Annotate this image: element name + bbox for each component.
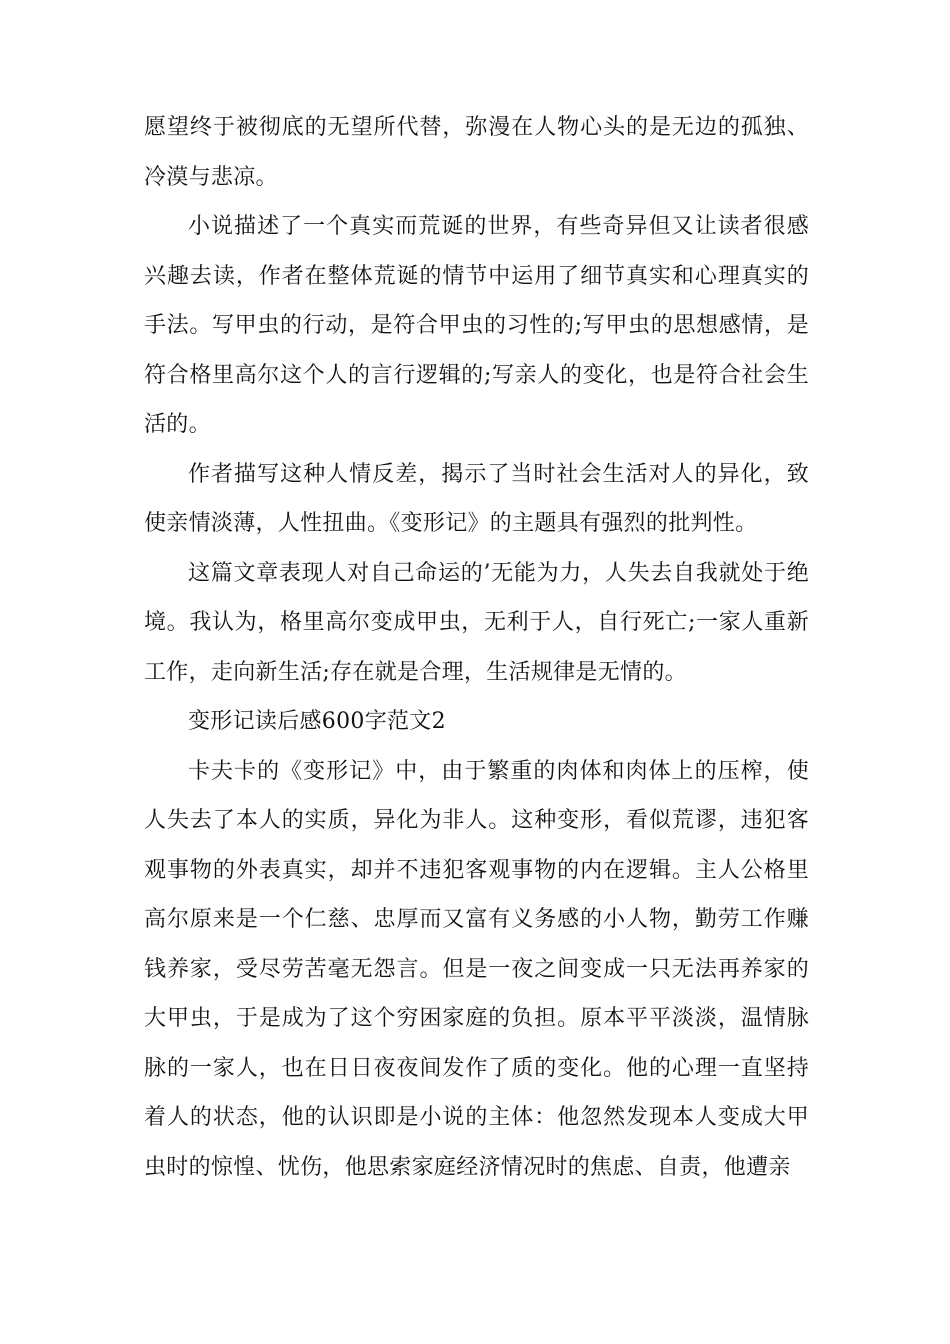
section-heading: 变形记读后感600字范文2 [188, 709, 446, 734]
paragraph: 小说描述了一个真实而荒诞的世界，有些奇异但又让读者很感兴趣去读，作者在整体荒诞的情节中运用了细节真实和心理真实的手法。写甲虫的行动，是符合甲虫的习性的;写甲虫的思想感情，是符合格里高尔这个人的言行逻辑的;写亲人的变化，也是符合社会生活的。 [144, 214, 809, 437]
paragraph-continuation: 愿望终于被彻底的无望所代替，弥漫在人物心头的是无边的孤独、冷漠与悲凉。 [144, 115, 809, 190]
document-body [144, 103, 809, 1192]
paragraph: 卡夫卡的《变形记》中，由于繁重的肉体和肉体上的压榨，使人失去了本人的实质，异化为非人。这种变形，看似荒谬，违犯客观事物的外表真实，却并不违犯客观事物的内在逻辑。主人公格里高尔原来是一个仁慈、忠厚而又富有义务感的小人物，勤劳工作赚钱养家，受尽劳苦毫无怨言。但是一夜之间变成一只无法再养家的大甲虫，于是成为了这个穷困家庭的负担。原本平平淡淡，温情脉脉的一家人，也在日日夜夜间发作了质的变化。他的心理一直坚持着人的状态，他的认识即是小说的主体：他忽然发现本人变成大甲虫时的惊惶、忧伤，他思索家庭经济情况时的焦虑、自责，他遭亲 [144, 758, 809, 1180]
paragraph: 作者描写这种人情反差，揭示了当时社会生活对人的异化，致使亲情淡薄，人性扭曲。《变形记》的主题具有强烈的批判性。 [144, 461, 809, 536]
paragraph: 这篇文章表现人对自己命运的’无能为力，人失去自我就处于绝境。我认为，格里高尔变成甲虫，无利于人，自行死亡;一家人重新工作，走向新生活;存在就是合理，生活规律是无情的。 [144, 560, 809, 685]
